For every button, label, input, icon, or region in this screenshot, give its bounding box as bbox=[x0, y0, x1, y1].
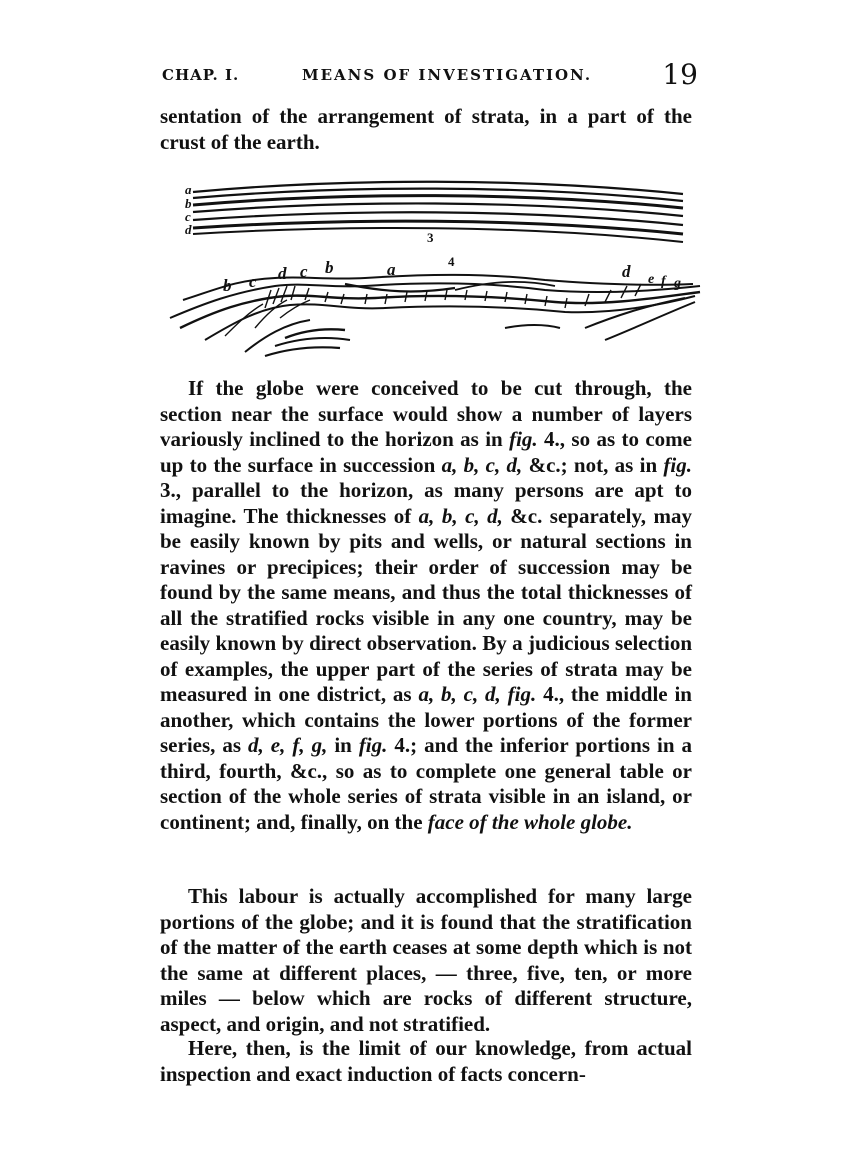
text-run: 4.; and the inferior portions in a third, fourth, &c., so as to complete one general table or section of the whole series of strata visible in an island, or continent; and, finally, on the bbox=[160, 733, 692, 834]
italic-run: fig. bbox=[509, 427, 538, 451]
italic-run: d, e, f, g, bbox=[248, 733, 328, 757]
paragraph-text bbox=[160, 1036, 692, 1087]
italic-run: a, b, c, d, bbox=[418, 503, 503, 528]
intro-text: sentation of the arrangement of strata, in a part of the crust of the earth. bbox=[160, 104, 692, 154]
italic-run: fig. bbox=[358, 733, 388, 757]
italic-run: a, b, c, d, fig. bbox=[418, 682, 537, 706]
paragraph-text bbox=[160, 884, 692, 1037]
body-paragraph-3 bbox=[160, 1036, 692, 1087]
fig3-label-a: a bbox=[185, 182, 192, 197]
strata-figure bbox=[165, 168, 705, 368]
fig3-number: 3 bbox=[427, 230, 434, 245]
italic-run: a, b, c, d, bbox=[441, 452, 523, 477]
fig4-label-d-left: d bbox=[278, 264, 287, 283]
fig4-label-c-mid: c bbox=[300, 262, 308, 281]
chapter-label: CHAP. I. bbox=[162, 66, 240, 84]
fig4-label-f: f bbox=[661, 274, 666, 289]
body-paragraph-1 bbox=[160, 376, 692, 835]
running-head bbox=[162, 58, 702, 92]
fig3-label-c: c bbox=[185, 209, 191, 224]
figure-3-horizontal-strata bbox=[193, 182, 683, 242]
italic-run: face of the whole globe. bbox=[427, 809, 633, 834]
fig3-label-b: b bbox=[185, 196, 192, 211]
body-paragraph-2 bbox=[160, 884, 692, 1037]
fig3-label-d: d bbox=[185, 222, 192, 237]
fig4-label-c-left: c bbox=[249, 272, 257, 291]
text-run: Here, then, is the limit of our knowledge, from actual inspection and exact induction of facts concern- bbox=[160, 1036, 692, 1086]
fig4-label-d-right: d bbox=[622, 262, 631, 281]
running-title: MEANS OF INVESTIGATION. bbox=[302, 66, 593, 84]
text-run: 4., the middle in another, which contains the lower portions of the former series, as bbox=[160, 682, 692, 757]
italic-run: fig. bbox=[663, 452, 692, 477]
text-run: &c. separately, may be easily known by pits and wells, or natural sections in ravines or precipices; their order of succession may be found by the same means, and thus the total thicknesses of all the stratified rocks visible in any one country, may be easily known by direct observation. By a judicious selection of examples, the upper part of the series of strata may be measured in one district, as bbox=[160, 503, 692, 706]
text-run: 4., so as to come up to the surface in succession bbox=[160, 427, 692, 477]
fig4-label-g: g bbox=[674, 276, 681, 291]
fig4-label-a: a bbox=[387, 260, 396, 279]
text-run: in bbox=[327, 733, 359, 757]
text-run: 3., parallel to the horizon, as many persons are apt to imagine. The thicknesses of bbox=[160, 478, 692, 528]
intro-paragraph bbox=[160, 104, 692, 155]
text-run: &c.; not, as in bbox=[522, 452, 664, 477]
paragraph-text bbox=[160, 376, 692, 835]
text-run: This labour is actually accomplished for many large portions of the globe; and it is found that the stratification of the matter of the earth ceases at some depth which is not the same at different places, — three, five, ten, or more miles — below which are rocks of different structure, aspect, and origin, and not stratified. bbox=[160, 884, 692, 1036]
fig4-label-b-left: b bbox=[223, 276, 232, 295]
text-run: If the globe were conceived to be cut through, the section near the surface would show a number of layers variously inclined to the horizon as in bbox=[160, 376, 692, 451]
page-number: 19 bbox=[662, 58, 698, 91]
fig4-number: 4 bbox=[448, 254, 455, 269]
fig4-label-b-mid: b bbox=[325, 258, 334, 277]
fig4-label-e: e bbox=[648, 272, 655, 287]
